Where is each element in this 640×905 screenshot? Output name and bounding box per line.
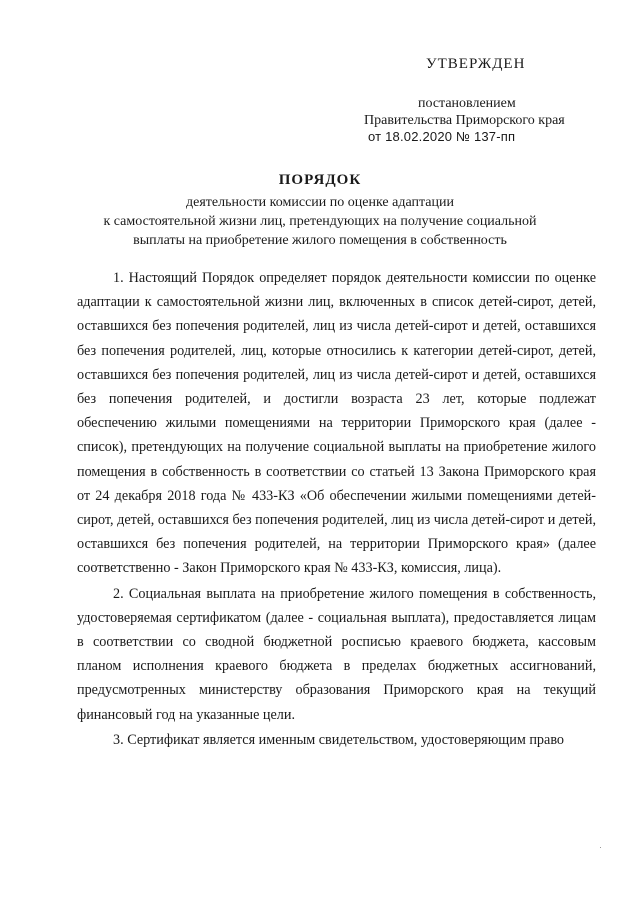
paragraph-3: 3. Сертификат является именным свидетельством, удостоверяющим право	[113, 731, 565, 748]
document-subtitle	[60, 193, 580, 250]
paragraph-2: 2. Социальная выплата на приобретение жилого помещения в собственность, удостоверяемая сертификатом (далее - социальная выплата), предоставляется лицам в соответствии со сводной бюджетной росписью краевого бюджета, кассовым планом исполнения краевого бюджета в пределах бюджетных ассигнований, предусмотренных министерству образования Приморского края на текущий финансовый год на указанные цели.	[77, 585, 596, 723]
subtitle-line-1: деятельности комиссии по оценке адаптации	[186, 195, 454, 210]
decree-line-1: постановлением	[418, 96, 516, 111]
subtitle-line-2: к самостоятельной жизни лиц, претендующих на получение социальной	[103, 214, 537, 229]
scan-dot	[600, 847, 601, 848]
subtitle-line-3: выплаты на приобретение жилого помещения в собственность	[133, 233, 507, 248]
decree-line-2: Правительства Приморского края	[364, 113, 565, 128]
decree-number: от 18.02.2020 № 137-пп	[368, 129, 516, 144]
paragraph-1: 1. Настоящий Порядок определяет порядок деятельности комиссии по оценке адаптации к самостоятельной жизни лиц, включенных в список детей-сирот, детей, оставшихся без попечения родителей, лиц из числа детей-сирот и детей, оставшихся без попечения родителей, лиц, которые относились к категории детей-сирот, детей, оставшихся без попечения родителей, лиц из числа детей-сирот и детей, оставшихся без попечения родителей, и достигли возраста 23 лет, которые подлежат обеспечению жилыми помещениями на территории Приморского края (далее - список), претендующих на получение социальной выплаты на приобретение жилого помещения в собственность в соответствии со статьей 13 Закона Приморского края от 24 декабря 2018 года № 433-КЗ «Об обеспечении жилыми помещениями детей-сирот, детей, оставшихся без попечения родителей, лиц из числа детей-сирот и детей, оставшихся без попечения родителей, на территории Приморского края» (далее соответственно - Закон Приморского края № 433-КЗ, комиссия, лица).	[77, 270, 596, 577]
document-title: ПОРЯДОК	[278, 172, 362, 188]
document-body	[77, 266, 596, 752]
approved-stamp: УТВЕРЖДЕН	[426, 56, 526, 72]
